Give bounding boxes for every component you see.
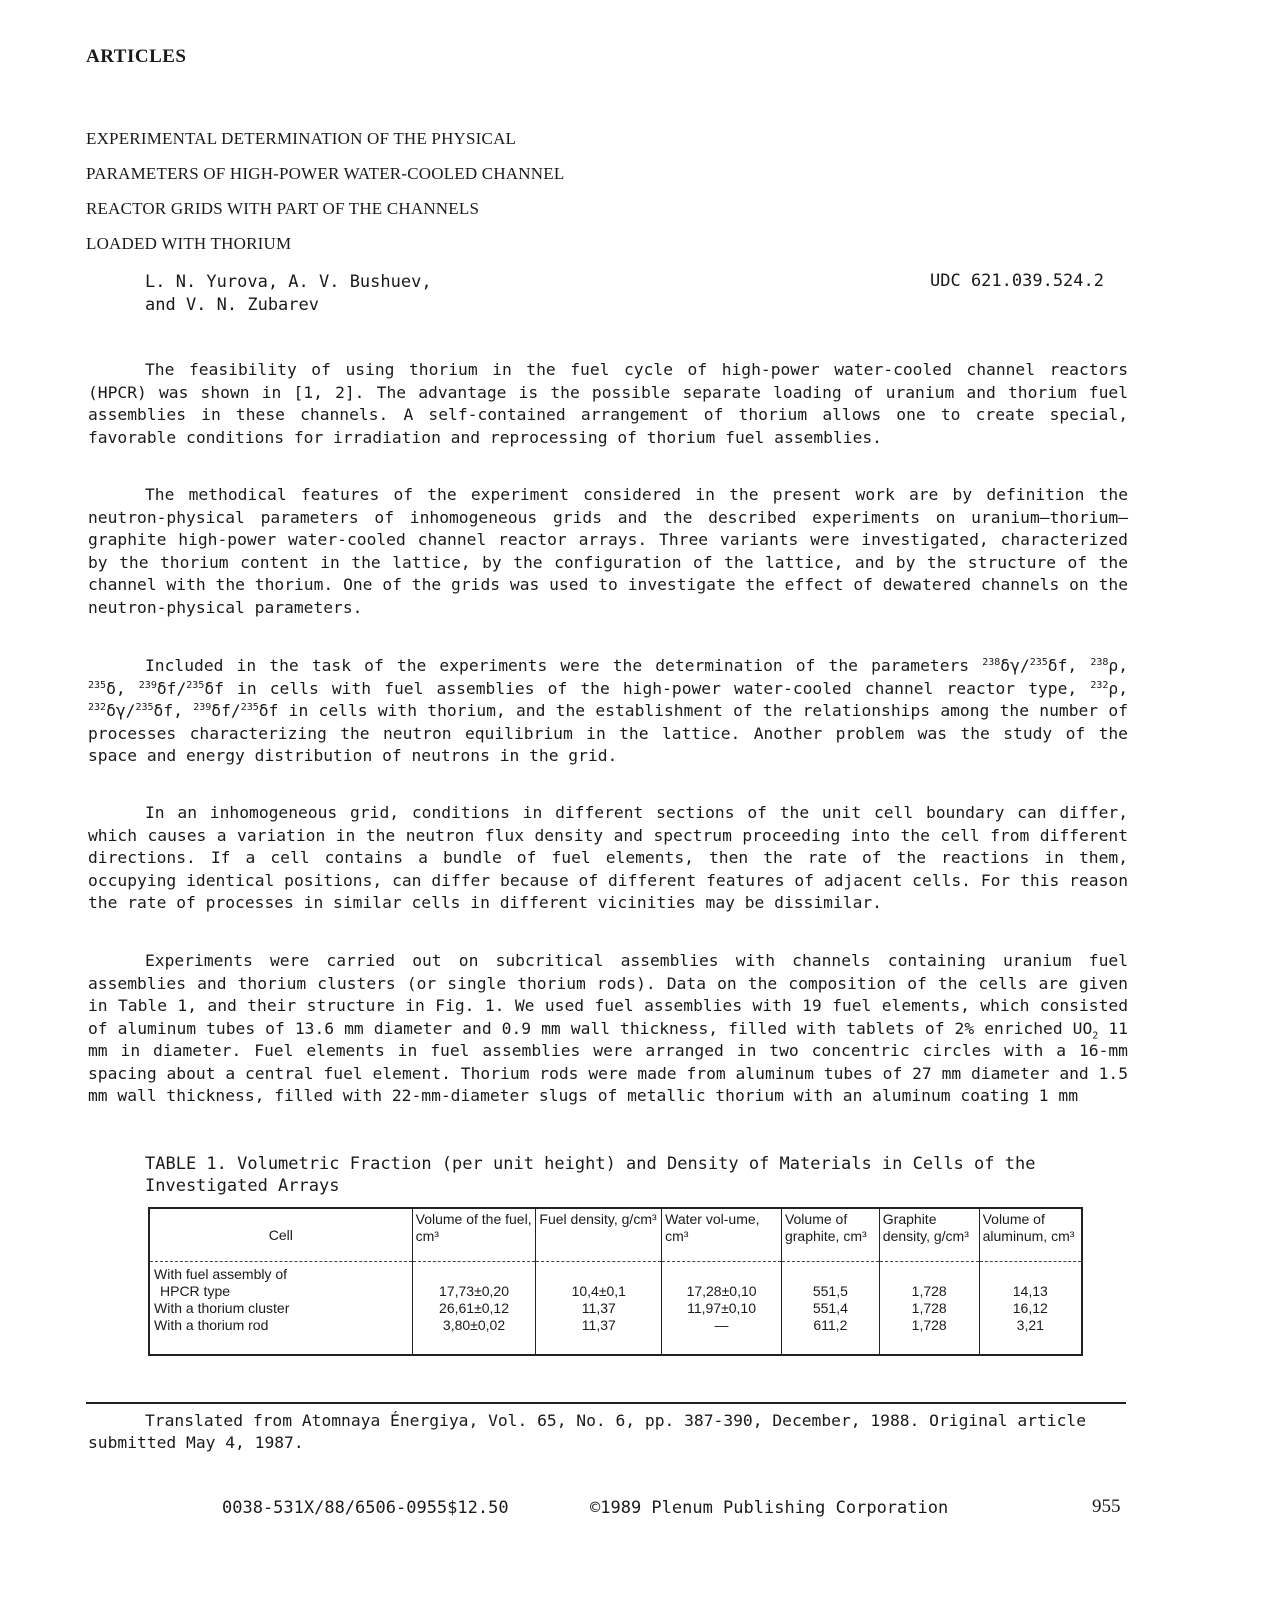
footnote — [88, 1410, 1128, 1454]
paragraph-text: In an inhomogeneous grid, conditions in different sections of the unit cell boundary can differ, which causes a variation in the neutron flux density and spectrum proceeding into the cell from different directions. If a cell contains a bundle of fuel elements, then the rate of the reactions in them, occupying identical positions, can differ because of different features of adjacent cells. For this reason the rate of processes in similar cells in different vicinities may be dissimilar. — [88, 803, 1128, 912]
table-row — [149, 1262, 1082, 1356]
paragraph-text: The methodical features of the experiment considered in the present work are by definition the neutron-physical parameters of inhomogeneous grids and the described experiments on uranium—thorium—graphite high-power water-cooled channel reactor arrays. Three variants were investigated, characterized by the thorium content in the lattice, by the configuration of the lattice, and by the structure of the channel with the thorium. One of the grids was used to investigate the effect of dewatered channels on the neutron-physical parameters. — [88, 485, 1128, 617]
title-line: EXPERIMENTAL DETERMINATION OF THE PHYSICAL — [86, 129, 517, 148]
fuel-volume-values: 17,73±0,20 26,61±0,12 3,80±0,02 — [412, 1262, 536, 1356]
header-fuel-volume: Volume of the fuel, cm³ — [412, 1208, 536, 1262]
header-graphite-density: Graphite density, g/cm³ — [879, 1208, 979, 1262]
title-line: LOADED WITH THORIUM — [86, 234, 292, 253]
authors-line: L. N. Yurova, A. V. Bushuev, — [145, 272, 432, 292]
graphite-density-values: 1,728 1,728 1,728 — [879, 1262, 979, 1356]
paragraph-4 — [88, 802, 1128, 915]
header-fuel-density: Fuel density, g/cm³ — [536, 1208, 662, 1262]
authors-line: and V. N. Zubarev — [145, 295, 319, 315]
water-volume-values: 17,28±0,10 11,97±0,10 — — [662, 1262, 782, 1356]
copyright: ©1989 Plenum Publishing Corporation — [590, 1498, 949, 1518]
paragraph-5 — [88, 950, 1128, 1108]
header-water-volume: Water vol-ume, cm³ — [662, 1208, 782, 1262]
paragraph-text: The feasibility of using thorium in the fuel cycle of high-power water-cooled channel reactors (HPCR) was shown in [1, 2]. The advantage is the possible separate loading of uranium and thorium fuel assemblies in these channels. A self-contained arrangement of thorium allows one to create special, favorable conditions for irradiation and reprocessing of thorium fuel assemblies. — [88, 360, 1128, 447]
paragraph-1 — [88, 359, 1128, 449]
paragraph-text: Experiments were carried out on subcritical assemblies with channels containing uranium fuel assemblies and thorium clusters (or single thorium rods). Data on the composition of the cells are given in Table 1, and their structure in Fig. 1. We used fuel assemblies with 19 fuel elements, which consisted of aluminum tubes of 13.6 mm diameter and 0.9 mm wall thickness, filled with tablets of 2% enriched $UO_2$ 11 mm in diameter. Fuel elements in fuel assemblies were arranged in two concentric circles with a 16-mm spacing about a central fuel element. Thorium rods were made from aluminum tubes of 27 mm diameter and 1.5 mm wall thickness, filled with 22-mm-diameter slugs of metallic thorium with an aluminum coating 1 mm — [88, 951, 1128, 1105]
footnote-text: Translated from Atomnaya Énergiya, Vol. 65, No. 6, pp. 387-390, December, 1988. Original article submitted May 4, 1987. — [88, 1411, 1087, 1452]
title-line: PARAMETERS OF HIGH-POWER WATER-COOLED CHANNEL — [86, 164, 565, 183]
table-caption: TABLE 1. Volumetric Fraction (per unit height) and Density of Materials in Cells of the Investigated Arrays — [145, 1154, 1036, 1196]
fuel-density-values: 10,4±0,1 11,37 11,37 — [536, 1262, 662, 1356]
paragraph-3 — [88, 655, 1128, 768]
page-number: 955 — [1092, 1496, 1121, 1517]
header-cell: Cell — [149, 1208, 412, 1262]
footnote-rule — [86, 1402, 1126, 1404]
authors — [145, 271, 432, 317]
data-table — [148, 1207, 1083, 1356]
table-header-row — [149, 1208, 1082, 1262]
header-aluminum-volume: Volume of aluminum, cm³ — [979, 1208, 1082, 1262]
title-line: REACTOR GRIDS WITH PART OF THE CHANNELS — [86, 199, 480, 218]
article-title — [86, 121, 706, 261]
aluminum-volume-values: 14,13 16,12 3,21 — [979, 1262, 1082, 1356]
paragraph-2 — [88, 484, 1128, 619]
section-heading: ARTICLES — [86, 46, 187, 67]
paragraph-text: Included in the task of the experiments were the determination of the parameters $^{238}$δγ/$^{235}$δf, $^{238}$ρ, $^{235}$δ, $^{239}$δf/$^{235}$δf in cells with fuel assemblies of the high-power water-cooled channel reactor type, $^{232}$ρ, $^{232}$δγ/$^{235}$δf, $^{239}$δf/$^{235}$δf in cells with thorium, and the establishment of the relationships among the number of processes characterizing the neutron equilibrium in the lattice. Another problem was the study of the space and energy distribution of neutrons in the grid. — [88, 656, 1128, 765]
graphite-volume-values: 551,5 551,4 611,2 — [781, 1262, 879, 1356]
header-graphite-volume: Volume of graphite, cm³ — [781, 1208, 879, 1262]
cell-labels: With fuel assembly of HPCR type With a thorium cluster With a thorium rod — [149, 1262, 412, 1356]
udc-code: UDC 621.039.524.2 — [930, 271, 1104, 291]
publication-code: 0038-531X/88/6506-0955$12.50 — [222, 1498, 509, 1518]
